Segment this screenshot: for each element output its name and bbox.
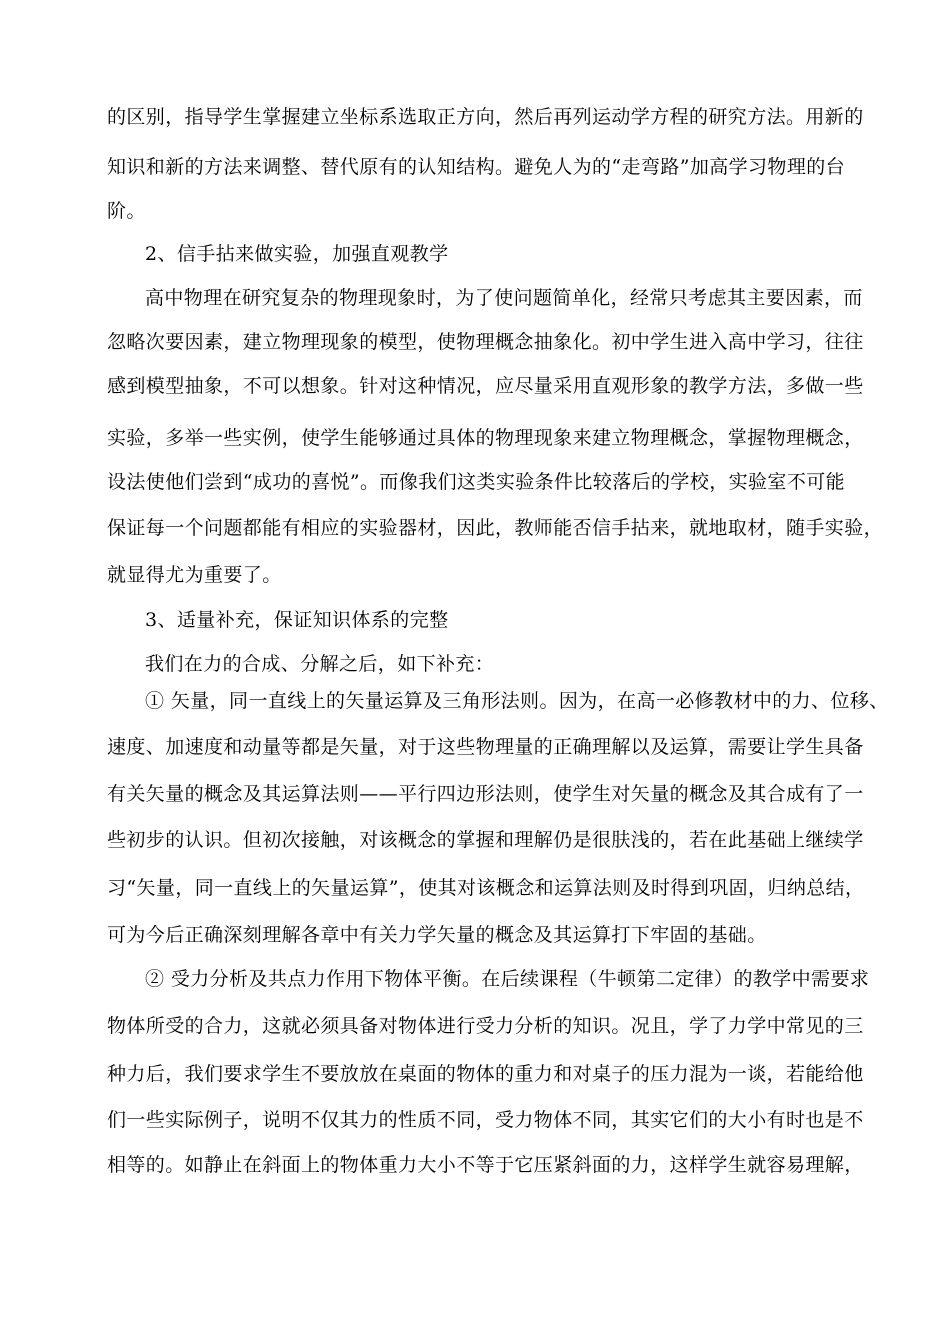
section-heading: 2、信手拈来做实验，加强直观教学 (145, 243, 449, 265)
text-line: 习“矢量，同一直线上的矢量运算”，使其对该概念和运算法则及时得到巩固，归纳总结， (107, 877, 865, 899)
text-line: ① 矢量，同一直线上的矢量运算及三角形法则。因为，在高一必修教材中的力、位移、 (145, 690, 889, 712)
text-line: 保证每一个问题都能有相应的实验器材，因此，教师能否信手拈来，就地取材，随手实验， (107, 517, 884, 539)
text-line: 速度、加速度和动量等都是矢量，对于这些物理量的正确理解以及运算，需要让学生具备 (107, 736, 864, 758)
text-line: 实验，多举一些实例，使学生能够通过具体的物理现象来建立物理概念，掌握物理概念， (107, 427, 864, 449)
text-line: 物体所受的合力，这就必须具备对物体进行受力分析的知识。况且，学了力学中常见的三 (107, 1015, 864, 1037)
text-line: 设法使他们尝到“成功的喜悦”。而像我们这类实验条件比较落后的学校，实验室不可能 (107, 471, 846, 493)
text-line: 就显得尤为重要了。 (107, 564, 282, 586)
text-line: 阶。 (107, 200, 146, 222)
text-line: 我们在力的合成、分解之后，如下补充： (145, 653, 495, 675)
text-line: 高中物理在研究复杂的物理现象时，为了使问题简单化，经常只考虑其主要因素，而 (145, 287, 863, 309)
text-line: 种力后，我们要求学生不要放放在桌面的物体的重力和对桌子的压力混为一谈，若能给他 (107, 1063, 864, 1085)
text-line: ② 受力分析及共点力作用下物体平衡。在后续课程（牛顿第二定律）的教学中需要求 (145, 968, 870, 990)
text-line: 感到模型抽象，不可以想象。针对这种情况，应尽量采用直观形象的教学方法，多做一些 (107, 375, 864, 397)
text-line: 些初步的认识。但初次接触，对该概念的掌握和理解仍是很肤浅的，若在此基础上继续学 (107, 829, 864, 851)
text-line: 知识和新的方法来调整、替代原有的认知结构。避免人为的“走弯路”加高学习物理的台 (107, 156, 846, 178)
text-line: 的区别，指导学生掌握建立坐标系选取正方向，然后再列运动学方程的研究方法。用新的 (107, 106, 864, 128)
section-heading: 3、适量补充，保证知识体系的完整 (145, 609, 449, 631)
text-line: 忽略次要因素，建立物理现象的模型，使物理概念抽象化。初中学生进入高中学习，往往 (107, 331, 864, 353)
text-line: 可为今后正确深刻理解各章中有关力学矢量的概念及其运算打下牢固的基础。 (107, 924, 767, 946)
text-line: 们一些实际例子，说明不仅其力的性质不同，受力物体不同，其实它们的大小有时也是不 (107, 1109, 864, 1131)
text-line: 有关矢量的概念及其运算法则——平行四边形法则，使学生对矢量的概念及其合成有了一 (107, 783, 864, 805)
text-line: 相等的。如静止在斜面上的物体重力大小不等于它压紧斜面的力，这样学生就容易理解， (107, 1154, 864, 1176)
